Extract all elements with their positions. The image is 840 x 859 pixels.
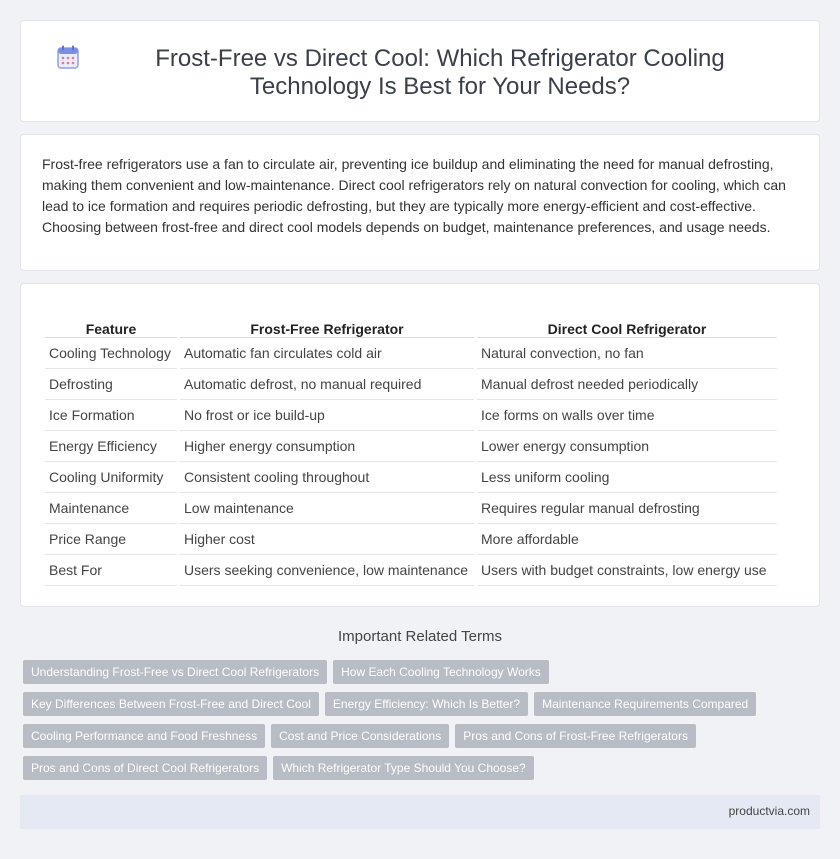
cell-feature: Best For [45,555,177,586]
cell-frost-free: Low maintenance [180,493,474,524]
related-tag[interactable]: Pros and Cons of Direct Cool Refrigerators [23,756,267,780]
cell-direct-cool: More affordable [477,524,777,555]
related-terms-title: Important Related Terms [338,628,502,645]
related-tag[interactable]: Maintenance Requirements Compared [534,692,756,716]
cell-direct-cool: Requires regular manual defrosting [477,493,777,524]
comparison-card [20,283,820,607]
cell-feature: Maintenance [45,493,177,524]
cell-direct-cool: Lower energy consumption [477,431,777,462]
table-header-row [45,315,777,338]
footer-site[interactable]: productvia.com [728,804,810,818]
intro-paragraph: Frost-free refrigerators use a fan to circulate air, preventing ice buildup and eliminating the need for manual defrosting, making them convenient and low-maintenance. Direct cool refrigerators rely on natural convection for cooling, which can lead to ice formation and requires periodic defrosting, but they are typically more energy-efficient and cost-effective. Choosing between frost-free and direct cool models depends on budget, maintenance preferences, and usage needs. [42,156,786,235]
cell-feature: Defrosting [45,369,177,400]
table-row [45,555,777,586]
related-tag[interactable]: Pros and Cons of Frost-Free Refrigerators [455,724,696,748]
header-direct-cool: Direct Cool Refrigerator [477,315,777,338]
table-row [45,338,777,369]
table-row [45,431,777,462]
related-tags [23,660,783,788]
table-row [45,524,777,555]
page-title: Frost-Free vs Direct Cool: Which Refrigerator Cooling Technology Is Best for Your Needs? [155,45,725,100]
cell-feature: Energy Efficiency [45,431,177,462]
cell-feature: Cooling Uniformity [45,462,177,493]
cell-frost-free: Users seeking convenience, low maintenance [180,555,474,586]
related-tag[interactable]: Understanding Frost-Free vs Direct Cool Refrigerators [23,660,327,684]
cell-direct-cool: Manual defrost needed periodically [477,369,777,400]
related-tag[interactable]: Key Differences Between Frost-Free and Direct Cool [23,692,319,716]
related-tag[interactable]: Energy Efficiency: Which Is Better? [325,692,528,716]
cell-feature: Cooling Technology [45,338,177,369]
cell-feature: Price Range [45,524,177,555]
cell-frost-free: No frost or ice build-up [180,400,474,431]
table-row [45,400,777,431]
table-row [45,369,777,400]
cell-frost-free: Automatic defrost, no manual required [180,369,474,400]
footer-bar [20,795,820,829]
cell-frost-free: Higher cost [180,524,474,555]
cell-direct-cool: Users with budget constraints, low energy use [477,555,777,586]
header-feature: Feature [45,315,177,338]
cell-direct-cool: Natural convection, no fan [477,338,777,369]
related-tag[interactable]: Cost and Price Considerations [271,724,449,748]
cell-direct-cool: Ice forms on walls over time [477,400,777,431]
table-row [45,462,777,493]
related-tag[interactable]: Cooling Performance and Food Freshness [23,724,265,748]
comparison-table [42,315,780,586]
table-row [45,493,777,524]
cell-feature: Ice Formation [45,400,177,431]
related-tag[interactable]: How Each Cooling Technology Works [333,660,549,684]
header-frost-free: Frost-Free Refrigerator [180,315,474,338]
intro-card [20,134,820,271]
cell-frost-free: Consistent cooling throughout [180,462,474,493]
cell-frost-free: Automatic fan circulates cold air [180,338,474,369]
cell-direct-cool: Less uniform cooling [477,462,777,493]
cell-frost-free: Higher energy consumption [180,431,474,462]
title-card [20,20,820,122]
related-tag[interactable]: Which Refrigerator Type Should You Choose? [273,756,534,780]
